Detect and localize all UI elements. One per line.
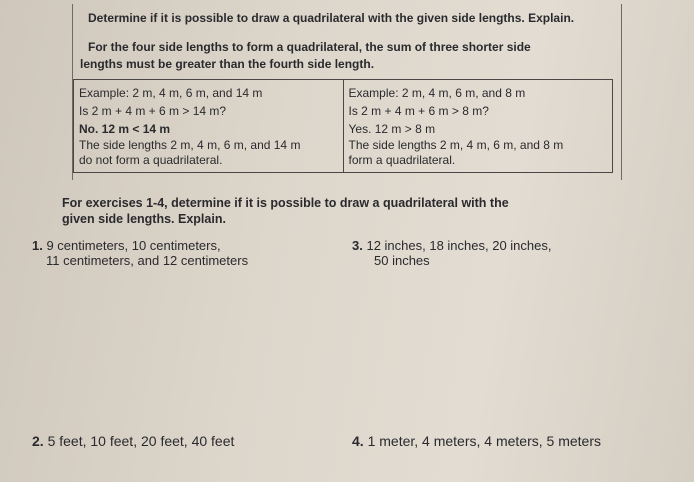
example-cell-left: [74, 80, 344, 173]
example-cell-right: [343, 80, 613, 173]
rule-line-2: lengths must be greater than the fourth side length.: [80, 57, 375, 71]
example-line: No. 12 m < 14 m: [79, 122, 171, 136]
exercise-number: 3.: [352, 238, 363, 253]
example-line: Is 2 m + 4 m + 6 m > 14 m?: [79, 104, 227, 118]
example-line: Example: 2 m, 4 m, 6 m, and 8 m: [348, 86, 526, 100]
exercise-text: 12 inches, 18 inches, 20 inches,: [366, 238, 552, 253]
exercise-intro-2: given side lengths. Explain.: [62, 212, 226, 226]
example-line: The side lengths 2 m, 4 m, 6 m, and 14 m: [79, 138, 301, 152]
exercise-4: [352, 433, 601, 449]
rule-line-1: For the four side lengths to form a quadrilateral, the sum of three shorter side: [88, 40, 531, 54]
example-line: form a quadrilateral.: [348, 153, 456, 167]
example-table: [73, 79, 613, 173]
example-line: Is 2 m + 4 m + 6 m > 8 m?: [348, 104, 489, 118]
exercise-text: 9 centimeters, 10 centimeters,: [46, 238, 221, 253]
exercise-number: 1.: [32, 238, 43, 253]
example-line: Example: 2 m, 4 m, 6 m, and 14 m: [79, 86, 263, 100]
example-line: The side lengths 2 m, 4 m, 6 m, and 8 m: [348, 138, 564, 152]
exercise-text: 11 centimeters, and 12 centimeters: [46, 253, 249, 268]
exercise-text: 5 feet, 10 feet, 20 feet, 40 feet: [47, 433, 235, 449]
exercise-3: [352, 238, 551, 268]
exercise-intro-1: For exercises 1-4, determine if it is possible to draw a quadrilateral with the: [62, 196, 509, 210]
exercise-number: 4.: [352, 433, 364, 449]
example-line: do not form a quadrilateral.: [79, 153, 223, 167]
exercise-2: [32, 433, 234, 449]
exercise-text: 1 meter, 4 meters, 4 meters, 5 meters: [367, 433, 601, 449]
instruction: Determine if it is possible to draw a quadrilateral with the given side lengths. Explain.: [88, 11, 575, 25]
exercise-text: 50 inches: [374, 253, 430, 268]
example-line: Yes. 12 m > 8 m: [348, 122, 436, 136]
exercise-number: 2.: [32, 433, 44, 449]
exercise-1: [32, 238, 248, 268]
